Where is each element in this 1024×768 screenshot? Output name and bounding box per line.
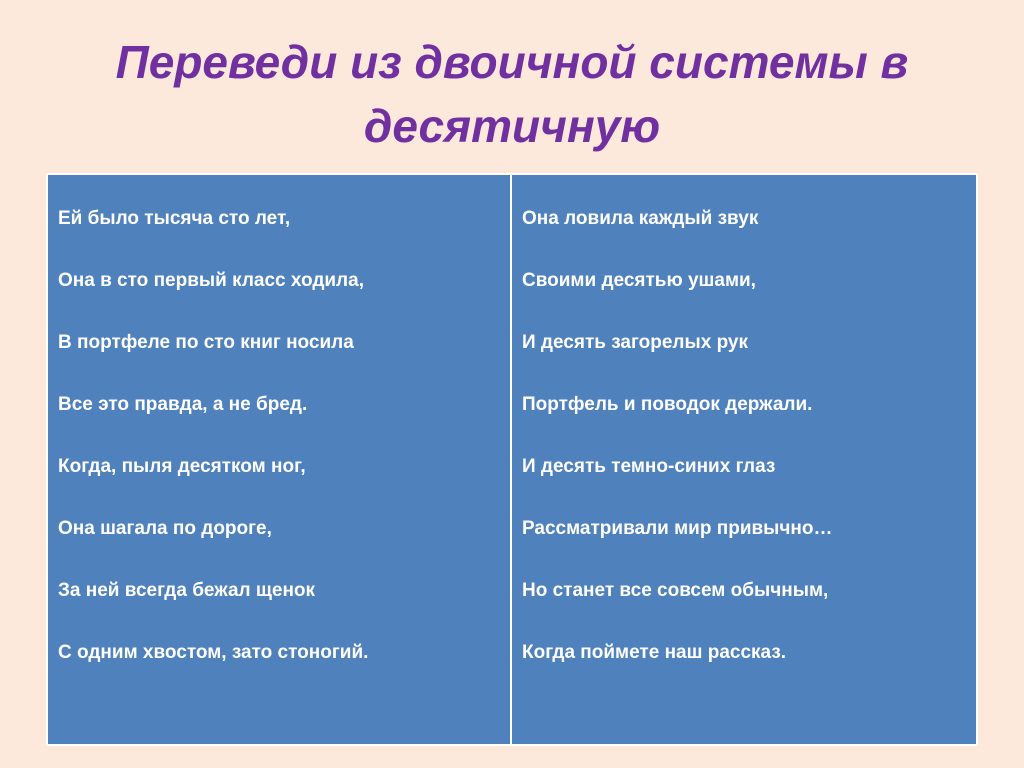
poem-line: Она ловила каждый звук	[522, 208, 759, 229]
poem-line: Она в сто первый класс ходила,	[58, 270, 364, 291]
poem-line: Когда, пыля десятком ног,	[58, 456, 306, 477]
poem-column-left	[48, 175, 510, 744]
poem-line: В портфеле по сто книг носила	[58, 332, 354, 353]
poem-line: Рассматривали мир привычно…	[522, 518, 833, 539]
poem-line: Она шагала по дороге,	[58, 518, 272, 539]
slide-title: Переведи из двоичной системы в десятичную	[115, 36, 909, 152]
poem-line: Когда поймете наш рассказ.	[522, 642, 787, 663]
poem-line: С одним хвостом, зато стоногий.	[58, 642, 369, 663]
poem-line: За ней всегда бежал щенок	[58, 580, 316, 601]
poem-column-right	[512, 175, 976, 744]
poem-line: Но станет все совсем обычным,	[522, 580, 829, 601]
poem-line: Портфель и поводок держали.	[522, 394, 813, 415]
poem-table	[46, 173, 978, 746]
poem-line: Ей было тысяча сто лет,	[58, 208, 291, 229]
poem-line: Все это правда, а не бред.	[58, 394, 308, 415]
poem-line: И десять загорелых рук	[522, 332, 749, 353]
poem-line: Своими десятью ушами,	[522, 270, 756, 291]
poem-line: И десять темно-синих глаз	[522, 456, 776, 477]
